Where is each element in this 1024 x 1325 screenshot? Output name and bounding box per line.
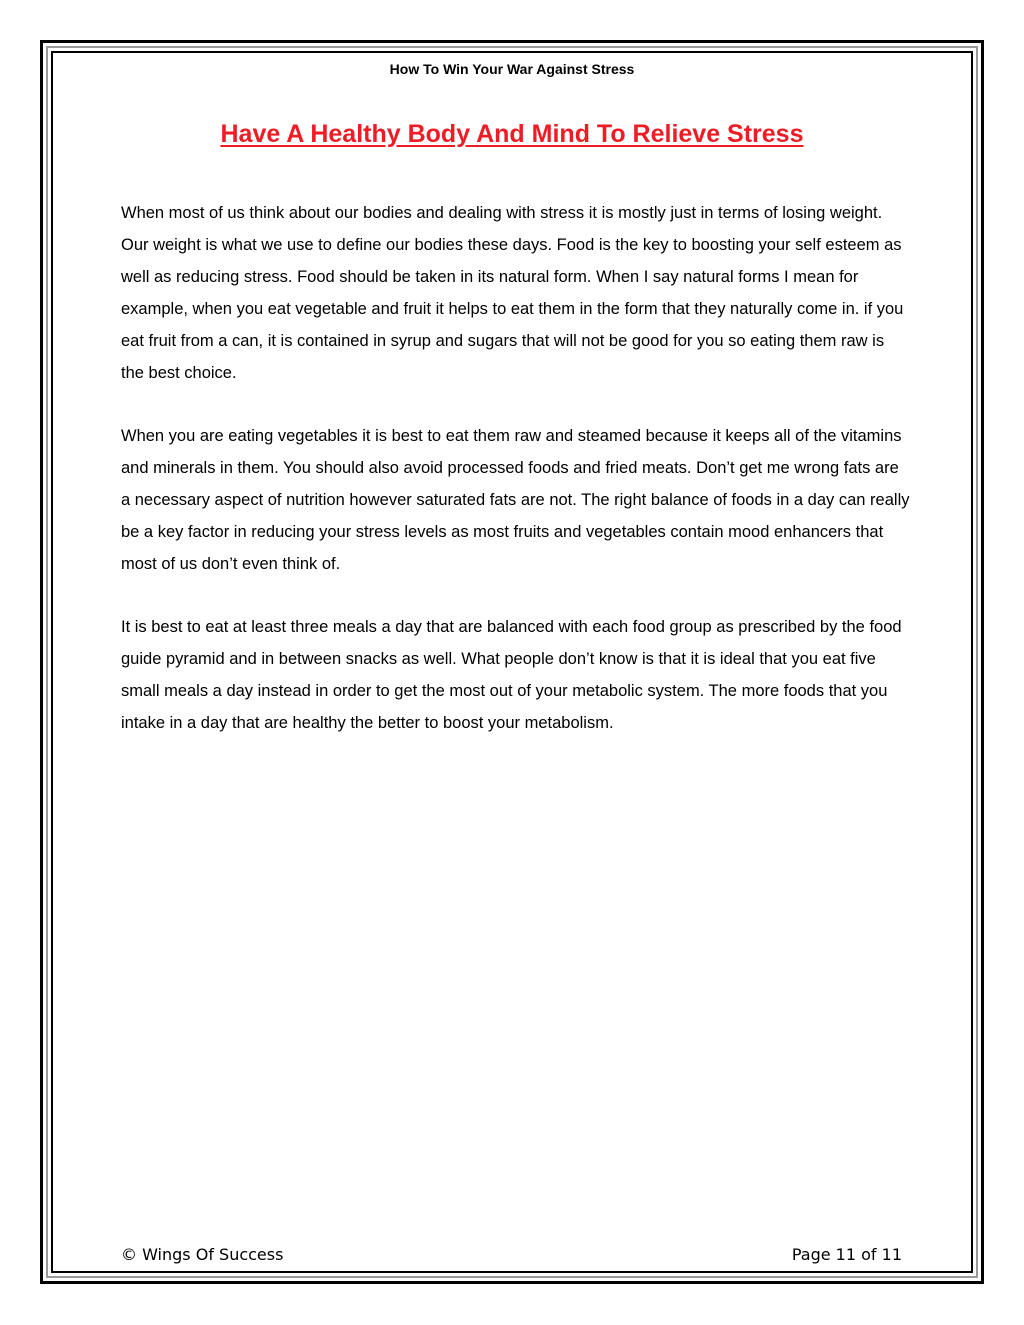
body-text: [121, 197, 911, 770]
paragraph: It is best to eat at least three meals a day that are balanced with each food group as prescribed by the food guide pyramid and in between snacks as well. What people don’t know is that it is ideal that you eat five small meals a day instead in order to get the most out of your metabolic system. The more foods that you intake in a day that are healthy the better to boost your metabolism.: [121, 618, 902, 732]
paragraph: When you are eating vegetables it is best to eat them raw and steamed because it keeps all of the vitamins and minerals in them. You should also avoid processed foods and fried meats. Don’t get me wrong fats are a necessary aspect of nutrition however saturated fats are not. The right balance of foods in a day can really be a key factor in reducing your stress levels as most fruits and vegetables contain mood enhancers that most of us don’t even think of.: [121, 427, 910, 573]
paragraph: When most of us think about our bodies and dealing with stress it is mostly just in terms of losing weight. Our weight is what we use to define our bodies these days. Food is the key to boosting your self esteem as well as reducing stress. Food should be taken in its natural form. When I say natural forms I mean for example, when you eat vegetable and fruit it helps to eat them in the form that they naturally come in. if you eat fruit from a can, it is contained in syrup and sugars that will not be good for you so eating them raw is the best choice.: [121, 204, 904, 382]
footer-page-number: Page 11 of 11: [791, 1245, 902, 1264]
footer-copyright: © Wings Of Success: [121, 1245, 284, 1264]
document-header-title: How To Win Your War Against Stress: [389, 61, 635, 77]
section-heading: Have A Healthy Body And Mind To Relieve Stress: [220, 120, 804, 148]
